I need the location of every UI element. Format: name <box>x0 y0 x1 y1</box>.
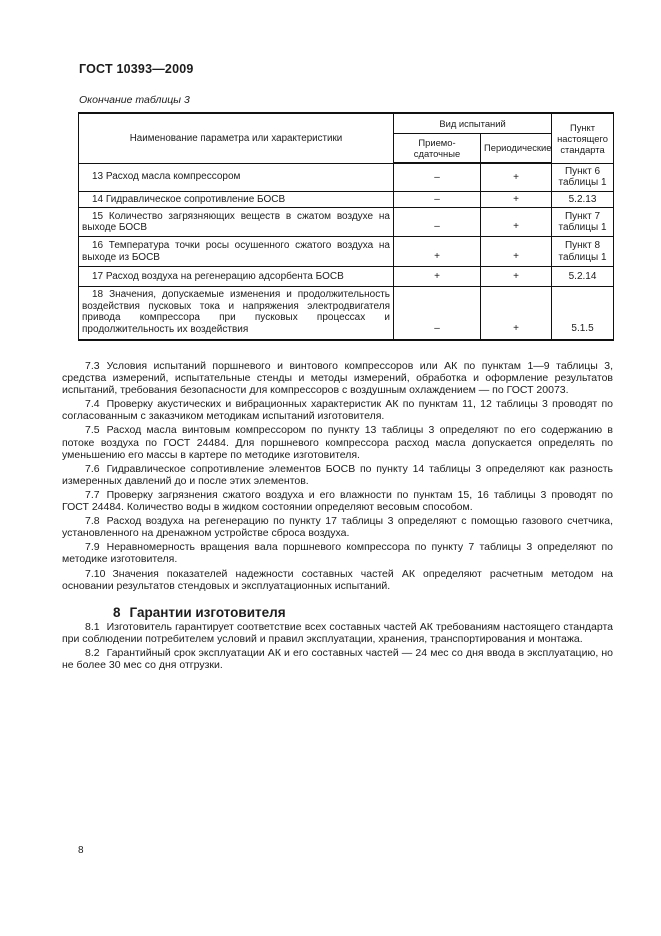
parameter-name-cell: 17 Расход воздуха на регенерацию адсорбента БОСВ <box>79 267 394 287</box>
periodic-test-cell: + <box>481 267 552 287</box>
table-row <box>79 208 614 237</box>
table-row <box>79 163 614 191</box>
document-code: ГОСТ 10393—2009 <box>79 62 194 76</box>
paragraph-text: Условия испытаний поршневого и винтового компрессоров или АК по пунктам 1—9 таблицы 3, средства измерений, испытательные стенды и методы измерений, обработка и оформление результатов испытаний, требования безопасности для компрессоров с воздушным охлаждением — по ГОСТ 20073. <box>62 360 613 397</box>
parameter-name-cell: 18 Значения, допускаемые изменения и продолжительность воздействия пусковых тока и напряжения электродвигателя привода компрессора при пусковых процессах и продолжительность их воздействия <box>79 287 394 340</box>
acceptance-test-cell: – <box>394 163 481 191</box>
acceptance-test-cell: – <box>394 287 481 340</box>
column-header-periodic-tests: Периодические <box>481 133 552 163</box>
table-row <box>79 287 614 340</box>
paragraph-number: 7.7 <box>85 488 100 501</box>
paragraph-text: Гидравлическое сопротивление элементов БОСВ по пункту 14 таблицы 3 определяют как разность измеренных давлений до и после этих элементов. <box>62 462 613 487</box>
clause-cell: 5.1.5 <box>552 287 614 340</box>
parameter-name-cell: 14 Гидравлическое сопротивление БОСВ <box>79 191 394 208</box>
paragraph-text: Гарантийный срок эксплуатации АК и его составных частей — 24 мес со дня ввода в эксплуатацию, но не более 30 мес со дня отгрузки. <box>62 646 613 672</box>
clause-cell: Пункт 8 таблицы 1 <box>552 237 614 267</box>
acceptance-test-cell: + <box>394 237 481 267</box>
paragraph-number: 7.4 <box>85 398 100 411</box>
paragraph-number: 8.2 <box>85 646 100 659</box>
paragraph-text: Изготовитель гарантирует соответствие всех составных частей АК требованиям настоящего стандарта при соблюдении потребителем условий и правил эксплуатации, хранения, транспортирования и монтажа. <box>62 620 613 645</box>
periodic-test-cell: + <box>481 208 552 237</box>
parameter-name-cell: 16 Температура точки росы осушенного сжатого воздуха на выходе из БОСВ <box>79 237 394 267</box>
parameter-name-cell: 13 Расход масла компрессором <box>79 163 394 191</box>
paragraph-7-4 <box>62 398 613 422</box>
paragraph-7-8 <box>62 515 613 539</box>
clause-cell: Пункт 6 таблицы 1 <box>552 163 614 191</box>
table-header-row-1 <box>79 113 614 133</box>
paragraph-number: 7.9 <box>85 541 100 554</box>
table-caption: Окончание таблицы 3 <box>79 94 190 106</box>
paragraph-text: Значения показателей надежности составных частей АК определяют расчетным методом на основании результатов стендовых и эксплуатационных испытаний. <box>62 567 613 592</box>
acceptance-test-cell: – <box>394 191 481 208</box>
periodic-test-cell: + <box>481 237 552 267</box>
tests-table <box>78 112 614 341</box>
paragraph-7-5 <box>62 424 613 460</box>
paragraph-7-6 <box>62 463 613 487</box>
periodic-test-cell: + <box>481 163 552 191</box>
paragraph-text: Расход воздуха на регенерацию по пункту 17 таблицы 3 определяют с помощью газового счетчика, установленного на дренажном устройстве сброса воздуха. <box>62 515 613 540</box>
paragraph-7-3 <box>62 360 613 396</box>
paragraph-number: 8.1 <box>85 620 100 633</box>
paragraph-7-10 <box>62 568 613 592</box>
table-row <box>79 237 614 267</box>
acceptance-test-cell: – <box>394 208 481 237</box>
paragraph-7-7 <box>62 489 613 513</box>
paragraph-number: 7.6 <box>85 462 100 475</box>
paragraph-8-2 <box>62 647 613 671</box>
paragraph-8-1 <box>62 621 613 645</box>
periodic-test-cell: + <box>481 287 552 340</box>
paragraph-number: 7.3 <box>85 360 100 372</box>
acceptance-test-cell: + <box>394 267 481 287</box>
paragraph-number: 7.10 <box>85 567 106 580</box>
paragraph-text: Неравномерность вращения вала поршневого компрессора по пункту 7 таблицы 3 определяют по методике изготовителя. <box>62 541 613 566</box>
clause-cell: 5.2.14 <box>552 267 614 287</box>
column-header-parameter-name: Наименование параметра или характеристики <box>79 113 394 163</box>
page-number: 8 <box>78 845 84 856</box>
column-header-test-types-group: Вид испытаний <box>394 113 552 133</box>
table-row <box>79 267 614 287</box>
parameter-name-cell: 15 Количество загрязняющих веществ в сжатом воздухе на выходе БОСВ <box>79 208 394 237</box>
paragraph-text: Расход масла винтовым компрессором по пункту 13 таблицы 3 определяют по его содержанию в потоке воздуха по ГОСТ 24484. Для поршневого компрессора расход масла допускается определять по уменьшению его массы в картере по методике изготовителя. <box>62 424 613 461</box>
paragraph-7-9 <box>62 541 613 565</box>
body-text <box>62 360 613 673</box>
section-number: 8 <box>113 604 121 620</box>
column-header-standard-clause: Пункт настоящего стандарта <box>552 113 614 163</box>
periodic-test-cell: + <box>481 191 552 208</box>
paragraph-number: 7.5 <box>85 424 100 437</box>
paragraph-text: Проверку акустических и вибрационных характеристик АК по пунктам 11, 12 таблицы 3 проводят по согласованным с заказчиком методикам испытаний изготовителя. <box>62 398 613 423</box>
clause-cell: 5.2.13 <box>552 191 614 208</box>
section-8-heading <box>90 604 613 620</box>
table-row <box>79 191 614 208</box>
column-header-acceptance-tests: Приемо-сдаточные <box>394 133 481 163</box>
clause-cell: Пункт 7 таблицы 1 <box>552 208 614 237</box>
paragraph-number: 7.8 <box>85 515 100 528</box>
section-title: Гарантии изготовителя <box>129 604 286 620</box>
paragraph-text: Проверку загрязнения сжатого воздуха и его влажности по пунктам 15, 16 таблицы 3 проводят по ГОСТ 24484. Количество воды в жидком состоянии определяют весовым способом. <box>62 488 613 514</box>
